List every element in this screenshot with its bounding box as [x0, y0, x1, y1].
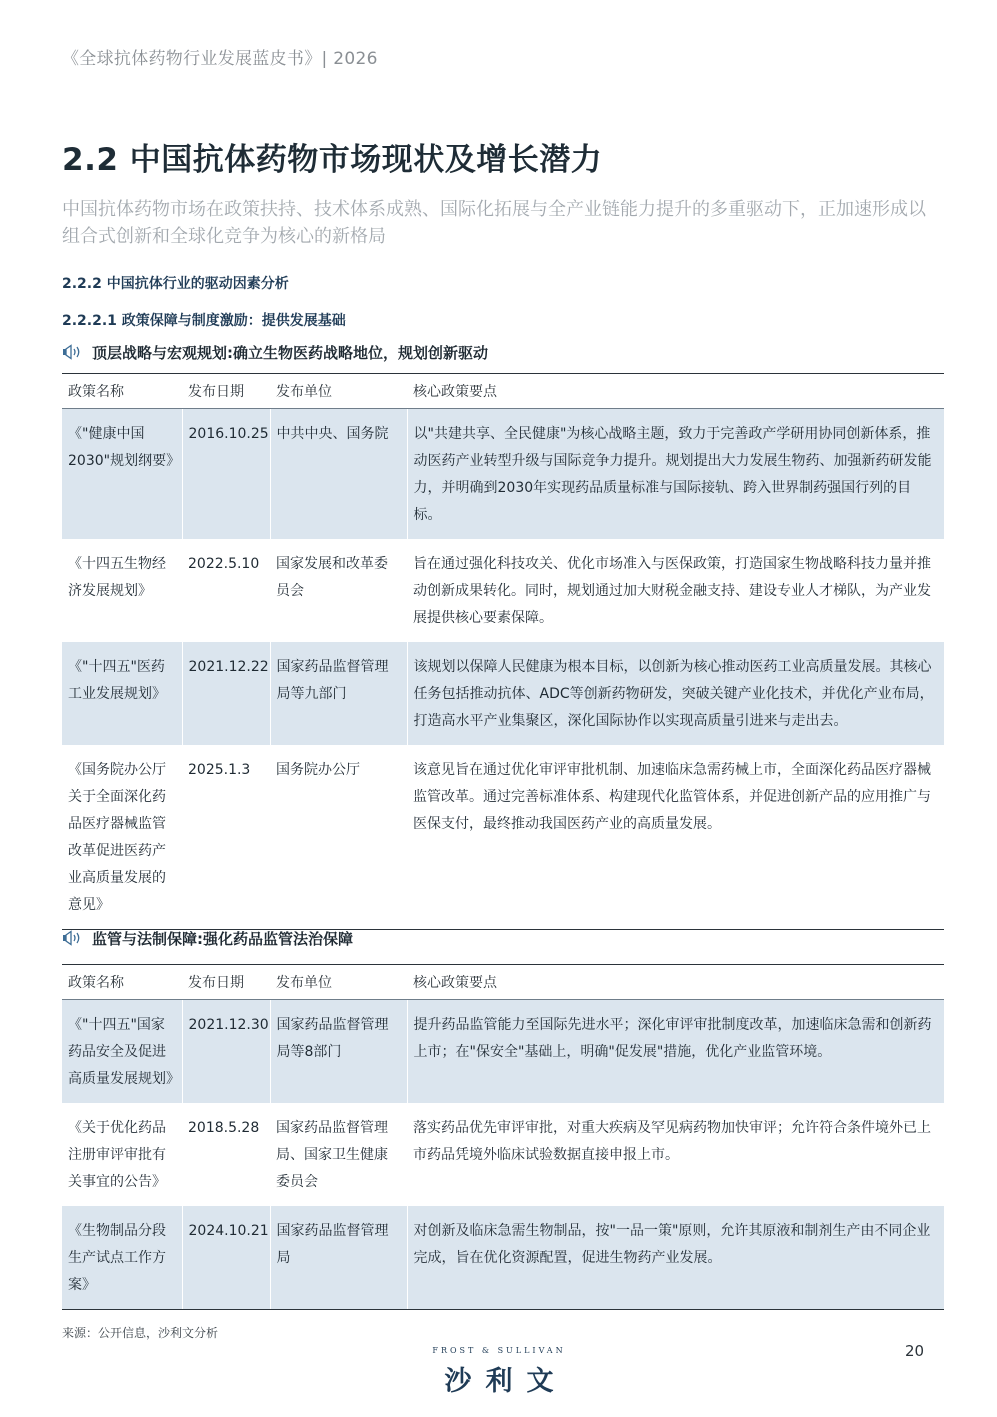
- table2-heading: [62, 928, 353, 948]
- policy-points: 提升药品监管能力至国际先进水平；深化审评审批制度改革，加速临床急需和创新药上市；在"保安全"基础上，明确"促发展"措施，优化产业监管环境。: [407, 1000, 944, 1104]
- policy-name: 《十四五生物经济发展规划》: [68, 556, 166, 599]
- speaker-icon: [62, 344, 86, 360]
- brand-logo: [423, 1346, 575, 1398]
- policy-points: 旨在通过强化科技攻关、优化市场准入与医保政策，打造国家生物战略科技力量并推动创新成果转化。同时，规划通过加大财税金融支持、建设专业人才梯队，为产业发展提供核心要素保障。: [413, 556, 931, 626]
- policy-date: 2016.10.25: [182, 409, 270, 540]
- table1-heading: [62, 342, 488, 362]
- subsection-heading-2-2-2: 2.2.2 中国抗体行业的驱动因素分析: [62, 276, 289, 292]
- brand-logo-chinese: 沙利文: [444, 1366, 568, 1397]
- policy-points: 对创新及临床急需生物制品，按"一品一策"原则，允许其原液和制剂生产由不同企业完成，旨在优化资源配置，促进生物药产业发展。: [407, 1206, 944, 1310]
- policy-points: 落实药品优先审评审批，对重大疾病及罕见病药物加快审评；允许符合条件境外已上市药品凭境外临床试验数据直接申报上市。: [413, 1120, 931, 1163]
- column-header-name: 政策名称: [62, 965, 182, 1000]
- policy-points: 该规划以保障人民健康为根本目标，以创新为核心推动医药工业高质量发展。其核心任务包括推动抗体、ADC等创新药物研发，突破关键产业化技术，并优化产业布局，打造高水平产业集聚区，深化国际协作以实现高质量引进来与走出去。: [407, 642, 944, 745]
- section-title: 2.2 中国抗体药物市场现状及增长潜力: [62, 142, 603, 178]
- policy-name: 《"十四五"医药工业发展规划》: [62, 642, 182, 745]
- policy-date: 2025.1.3: [182, 745, 270, 930]
- subsection-heading-2-2-2-1: 2.2.2.1 政策保障与制度激励：提供发展基础: [62, 313, 346, 329]
- table-header-row: [62, 965, 944, 1000]
- policy-date: 2022.5.10: [188, 556, 260, 572]
- policy-date: 2021.12.22: [182, 642, 270, 745]
- policy-issuer: 国家药品监督管理局等九部门: [270, 642, 407, 745]
- page-number: 20: [905, 1342, 925, 1360]
- column-header-date: 发布日期: [182, 965, 270, 1000]
- policy-date: 2024.10.21: [182, 1206, 270, 1310]
- column-header-date: 发布日期: [182, 374, 270, 409]
- policy-issuer: 国务院办公厅: [270, 745, 407, 930]
- column-header-points: 核心政策要点: [407, 965, 944, 1000]
- policy-name: 《国务院办公厅关于全面深化药品医疗器械监管改革促进医药产业高质量发展的意见》: [62, 745, 182, 930]
- speaker-icon: [62, 930, 86, 946]
- column-header-issuer: 发布单位: [270, 374, 407, 409]
- column-header-points: 核心政策要点: [407, 374, 944, 409]
- policy-issuer: 国家发展和改革委员会: [276, 556, 388, 599]
- table-row: [62, 1103, 944, 1206]
- policy-points: 以"共建共享、全民健康"为核心战略主题，致力于完善政产学研用协同创新体系，推动医药产业转型升级与国际竞争力提升。规划提出大力发展生物药、加强新药研发能力，并明确到2030年实现药品质量标准与国际接轨、跨入世界制药强国行列的目标。: [407, 409, 944, 540]
- section-lead: 中国抗体药物市场在政策扶持、技术体系成熟、国际化拓展与全产业链能力提升的多重驱动下，正加速形成以组合式创新和全球化竞争为核心的新格局: [62, 199, 926, 247]
- table-row: [62, 539, 944, 642]
- policy-name: 《"健康中国2030"规划纲要》: [62, 409, 182, 540]
- policy-table-strategy: [62, 373, 944, 930]
- policy-issuer: 国家药品监督管理局等8部门: [270, 1000, 407, 1104]
- column-header-issuer: 发布单位: [270, 965, 407, 1000]
- policy-table-regulation: [62, 964, 944, 1310]
- policy-issuer: 国家药品监督管理局、国家卫生健康委员会: [276, 1120, 388, 1190]
- policy-name: 《"十四五"国家药品安全及促进高质量发展规划》: [62, 1000, 182, 1104]
- table-row: [62, 642, 944, 745]
- policy-name: 《生物制品分段生产试点工作方案》: [62, 1206, 182, 1310]
- source-note: 来源：公开信息，沙利文分析: [62, 1326, 219, 1340]
- table-row: [62, 1000, 944, 1104]
- policy-issuer: 中共中央、国务院: [270, 409, 407, 540]
- table-row: [62, 409, 944, 540]
- table2-heading-text: 监管与法制保障:强化药品监管法治保障: [92, 929, 354, 948]
- table-header-row: [62, 374, 944, 409]
- brand-logo-english: FROST & SULLIVAN: [432, 1346, 566, 1355]
- policy-date: 2021.12.30: [182, 1000, 270, 1104]
- policy-issuer: 国家药品监督管理局: [270, 1206, 407, 1310]
- policy-date: 2018.5.28: [188, 1120, 260, 1136]
- table1-heading-text: 顶层战略与宏观规划:确立生物医药战略地位，规划创新驱动: [92, 343, 489, 362]
- policy-name: 《关于优化药品注册审评审批有关事宜的公告》: [68, 1120, 166, 1190]
- running-header: 《全球抗体药物行业发展蓝皮书》| 2026: [62, 49, 378, 69]
- policy-points: 该意见旨在通过优化审评审批机制、加速临床急需药械上市，全面深化药品医疗器械监管改革。通过完善标准体系、构建现代化监管体系，并促进创新产品的应用推广与医保支付，最终推动我国医药产业的高质量发展。: [407, 745, 944, 930]
- table-row: [62, 745, 944, 930]
- table-row: [62, 1206, 944, 1310]
- column-header-name: 政策名称: [62, 374, 182, 409]
